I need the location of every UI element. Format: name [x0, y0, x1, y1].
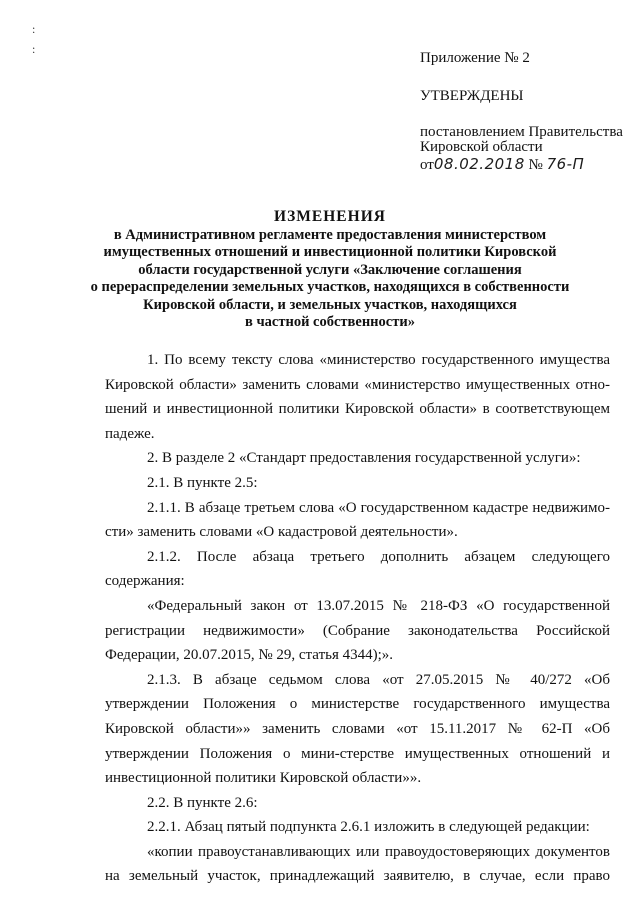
paragraph-2-1-2: 2.1.2. После абзаца третьего дополнить абзацем следующего содержания:: [105, 548, 610, 590]
title-line: имущественных отношений и инвестиционной политики Кировской: [103, 244, 557, 260]
title-line: области государственной услуги «Заключение соглашения: [138, 261, 522, 278]
paragraph-2-1: 2.1. В пункте 2.5:: [147, 474, 258, 491]
handwritten-date: 08.02.2018: [433, 155, 525, 173]
paragraph-2-2: 2.2. В пункте 2.6:: [147, 794, 258, 811]
title-line: в Административном регламенте предоставления министерством: [113, 226, 547, 243]
number-prefix: №: [528, 157, 543, 173]
paragraph-2-1-1: 2.1.1. В абзаце третьем слова «О государственном кадастре недвижимо-сти» заменить словами «О кадастровой деятельности».: [105, 499, 610, 541]
paragraph-2: 2. В разделе 2 «Стандарт предоставления государственной услуги»:: [147, 450, 581, 467]
decree-line-1: постановлением Правительства: [420, 124, 623, 140]
paragraph-2-1-3: 2.1.3. В абзаце седьмом слова «от 27.05.2015 № 40/272 «Об утверждении Положения о министерстве государственного имущества Кировской области»» заменить словами «от 15.11.2017 № 62-П «Об утверждении Положения о мини-стерстве имущественных отношений и инвестиционной политики Кировской области»».: [105, 671, 610, 787]
paragraph-2-2-1: 2.2.1. Абзац пятый подпункта 2.6.1 изложить в следующей редакции:: [147, 819, 590, 836]
date-prefix: от: [420, 157, 434, 173]
paragraph-1: 1. По всему тексту слова «министерство государственного имущества Кировской области» заменить словами «министерство имущественных отно-шений и инвестиционной политики Кировской области» в соответствующем падеже.: [105, 352, 610, 442]
margin-mark: :: [32, 42, 36, 56]
margin-marks: [32, 22, 35, 56]
decree-line-2: Кировской области: [420, 139, 543, 155]
quoted-federal-law: «Федеральный закон от 13.07.2015 № 218-ФЗ «О государственной регистрации недвижимости» (Собрание законодательства Российской Федерации, 20.07.2015, № 29, статья 4344);».: [105, 597, 610, 664]
title-line: о перераспределении земельных участков, находящихся в собственности: [90, 279, 570, 295]
title-line: в частной собственности»: [245, 314, 415, 330]
appendix-number: Приложение № 2: [420, 50, 530, 66]
title-heading: ИЗМЕНЕНИЯ: [274, 208, 386, 225]
approval-block: [420, 50, 630, 174]
handwritten-number: 76-П: [546, 155, 585, 173]
document-title: [80, 208, 580, 332]
decree-date-row: [420, 155, 630, 174]
approved-label: УТВЕРЖДЕНЫ: [420, 88, 524, 104]
quoted-new-wording: «копии правоустанавливающих или правоудостоверяющих документов на земельный участок, принадлежащий заявителю, в случае, если право: [105, 843, 610, 885]
title-line: Кировской области, и земельных участков, находящихся: [143, 296, 517, 313]
margin-mark: :: [32, 22, 36, 36]
document-body: [105, 348, 610, 889]
